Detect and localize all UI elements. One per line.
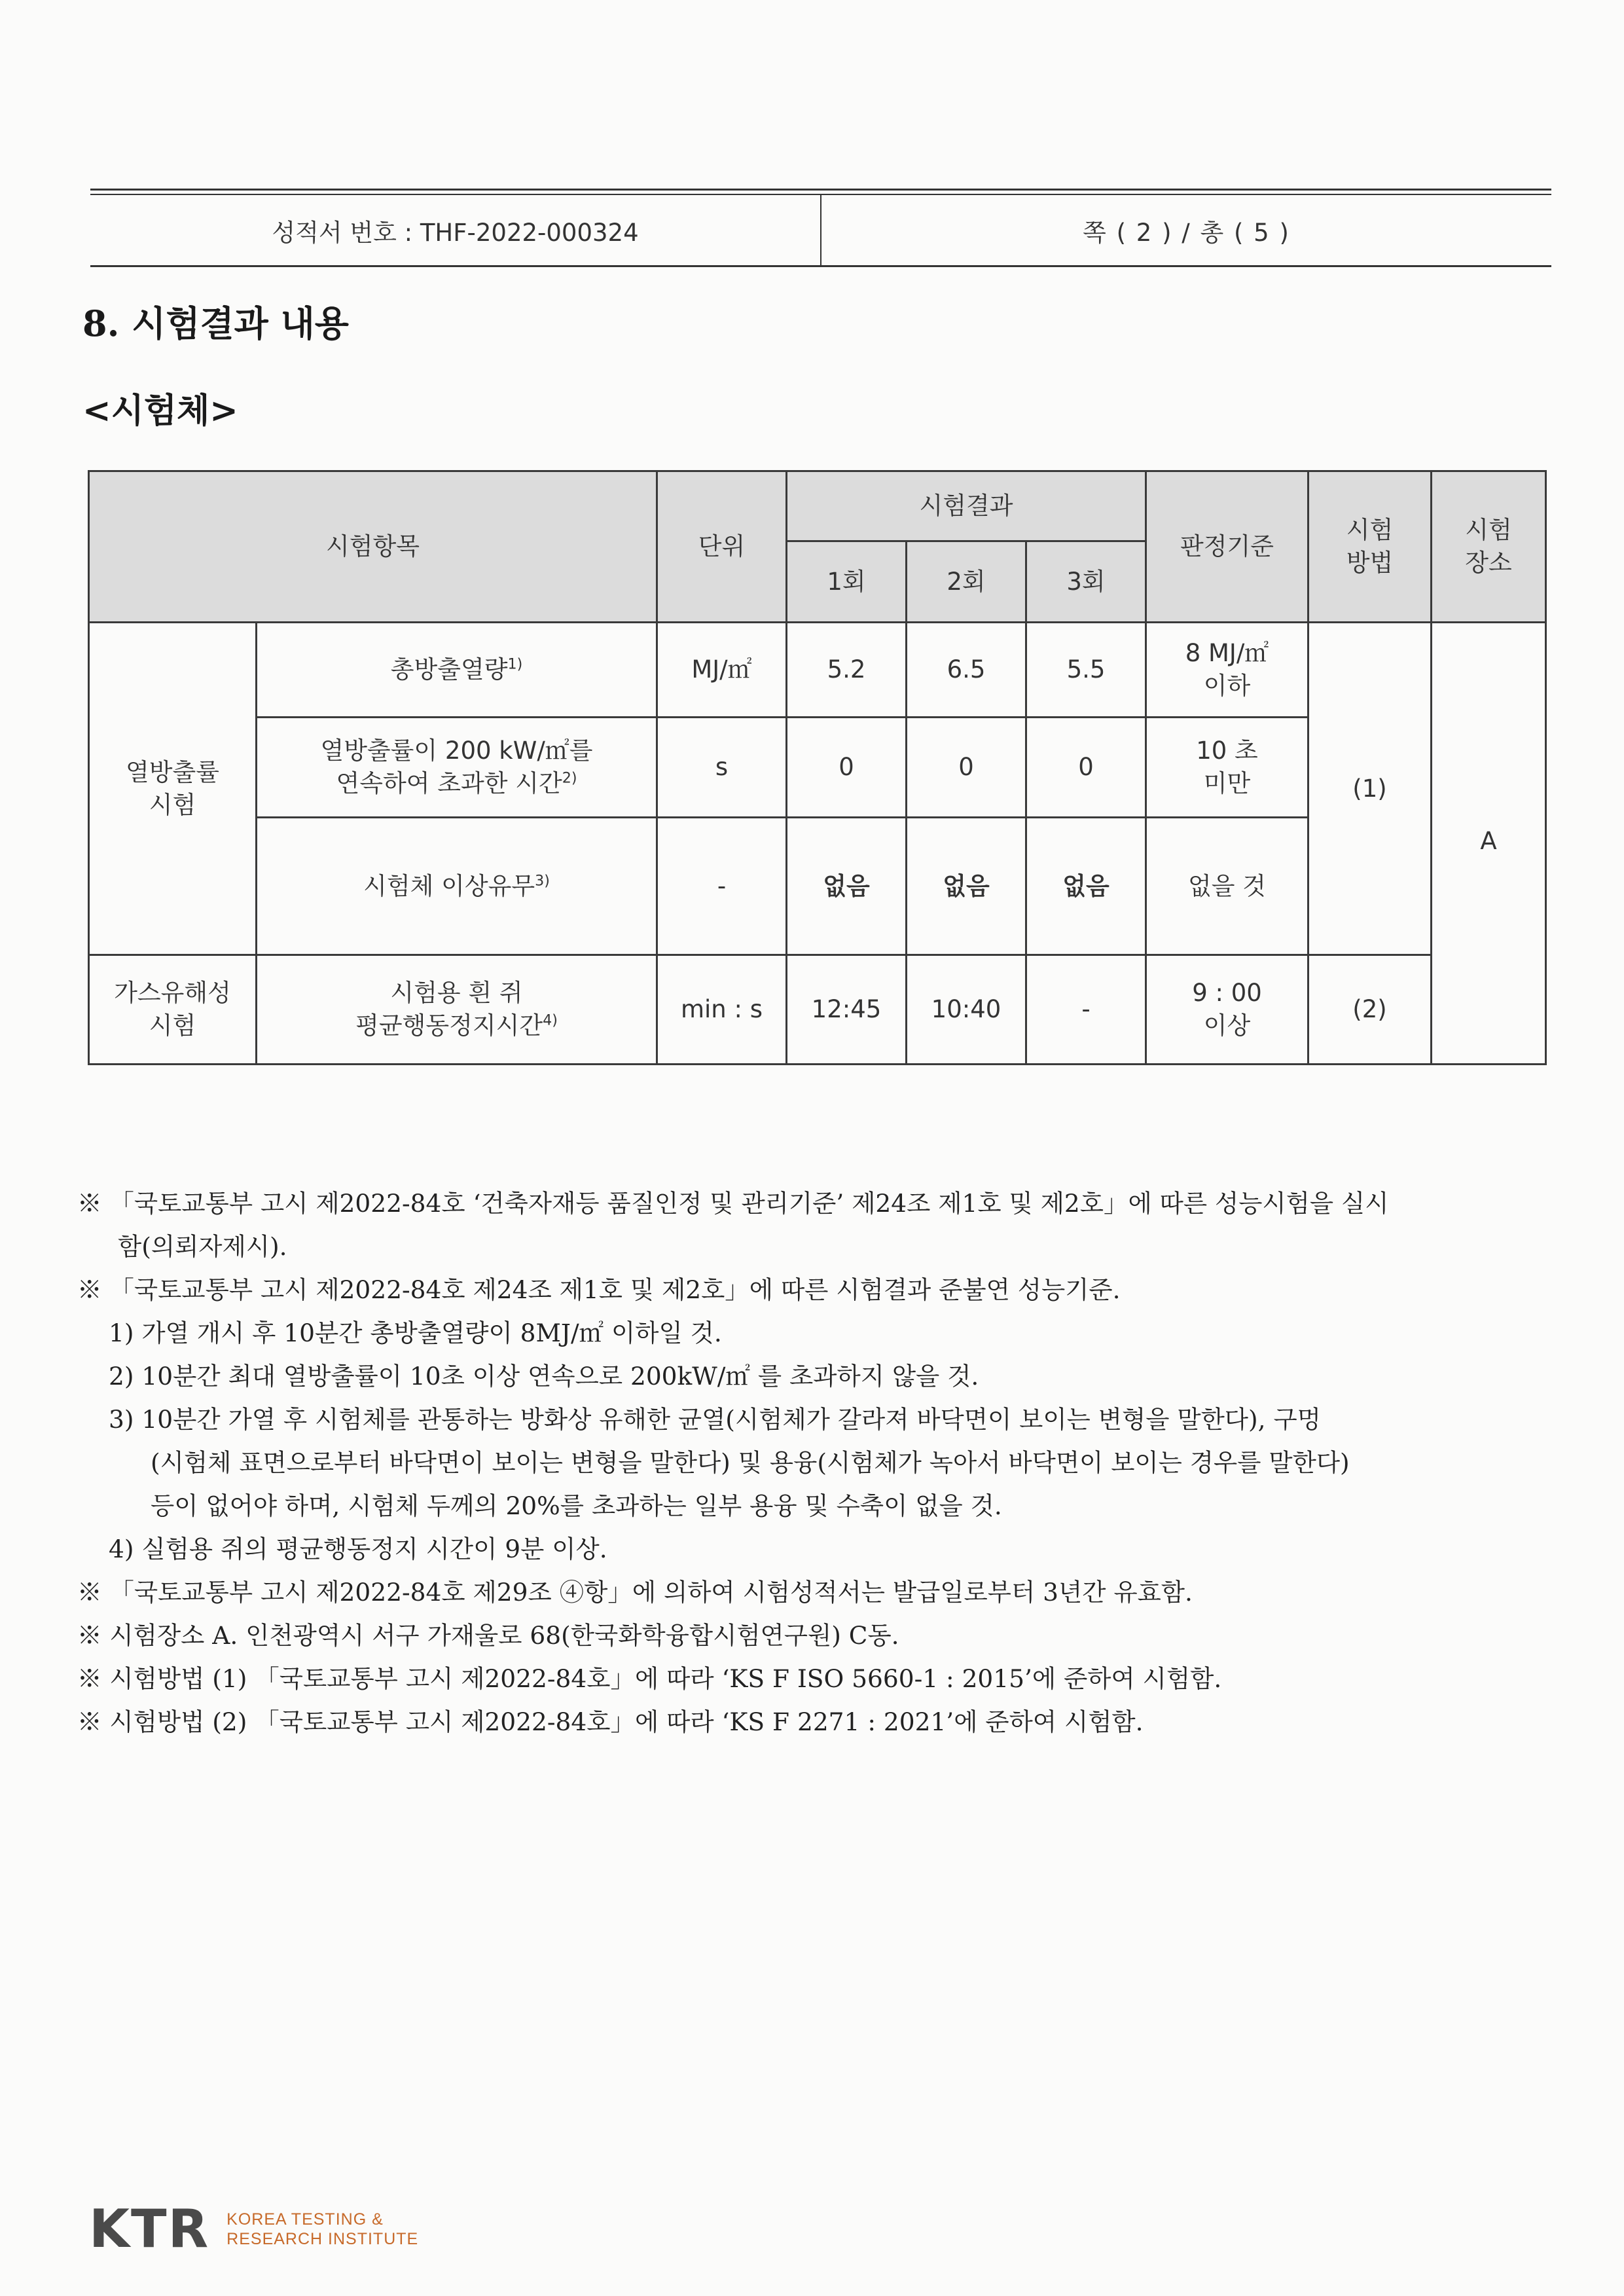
unit-cell: s xyxy=(657,718,787,818)
header-criteria: 판정기준 xyxy=(1146,471,1308,623)
header-run-3: 3회 xyxy=(1026,541,1146,623)
note-line: ※ 시험방법 (2) 「국토교통부 고시 제2022-84호」에 따라 ‘KS F 2271 : 2021’에 준하여 시험함. xyxy=(77,1707,1144,1736)
ktr-logo xyxy=(89,2198,419,2259)
criteria-cell: 8 MJ/㎡ 이하 xyxy=(1146,623,1308,718)
item-mouse-stop-time: 시험용 흰 쥐 평균행동정지시간$^{4)}$ xyxy=(257,955,657,1065)
item-total-heat: 총방출열량$^{1)}$ xyxy=(257,623,657,718)
header-result: 시험결과 xyxy=(787,471,1146,541)
result-cell: 5.5 xyxy=(1026,623,1146,718)
note-line: ※ 「국토교통부 고시 제2022-84호 ‘건축자재등 품질인정 및 관리기준’ 제24조 제1호 및 제2호」에 따른 성능시험을 실시 xyxy=(77,1189,1389,1218)
criteria-cell: 없을 것 xyxy=(1146,818,1308,955)
result-cell: - xyxy=(1026,955,1146,1065)
result-cell: 0 xyxy=(787,718,907,818)
table-row xyxy=(89,623,1546,718)
logo-line-1: KOREA TESTING & xyxy=(226,2210,384,2229)
item-heat-release-rate: 열방출률이 200 kW/㎡를 연속하여 초과한 시간$^{2)}$ xyxy=(257,718,657,818)
unit-cell: min : s xyxy=(657,955,787,1065)
group-gas-toxicity: 가스유해성 시험 xyxy=(89,955,257,1065)
page-indicator: 쪽 ( 2 ) / 총 ( 5 ) xyxy=(1083,218,1290,247)
unit-cell: MJ/㎡ xyxy=(657,623,787,718)
note-line: ※ 시험방법 (1) 「국토교통부 고시 제2022-84호」에 따라 ‘KS F ISO 5660-1 : 2015’에 준하여 시험함. xyxy=(77,1664,1222,1693)
note-line: ※ 「국토교통부 고시 제2022-84호 제29조 ④항」에 의하여 시험성적서는 발급일로부터 3년간 유효함. xyxy=(77,1578,1193,1607)
header-run-2: 2회 xyxy=(907,541,1026,623)
result-cell: 6.5 xyxy=(907,623,1026,718)
section-title: 8. 시험결과 내용 xyxy=(82,302,349,344)
report-number: 성적서 번호 : THF-2022-000324 xyxy=(272,218,639,247)
note-line: 2) 10분간 최대 열방출률이 10초 이상 연속으로 200kW/㎡ 를 초과하지 않을 것. xyxy=(109,1362,979,1391)
method-cell: (1) xyxy=(1308,623,1432,955)
result-cell: 없음 xyxy=(907,818,1026,955)
header-run-1: 1회 xyxy=(787,541,907,623)
result-cell: 10:40 xyxy=(907,955,1026,1065)
header-rule xyxy=(90,189,1551,191)
result-cell: 0 xyxy=(907,718,1026,818)
results-table xyxy=(88,470,1547,1065)
group-heat-release: 열방출률 시험 xyxy=(89,623,257,955)
logo-mark: KTR xyxy=(89,2198,210,2259)
header-method: 시험 방법 xyxy=(1308,471,1432,623)
subsection-title: <시험체> xyxy=(82,391,238,431)
note-line: 등이 없어야 하며, 시험체 두께의 20%를 초과하는 일부 용융 및 수축이 없을 것. xyxy=(151,1491,1002,1520)
report-header xyxy=(90,194,1551,267)
header-location: 시험 장소 xyxy=(1432,471,1546,623)
header-unit: 단위 xyxy=(657,471,787,623)
logo-text xyxy=(226,2210,418,2249)
result-cell: 없음 xyxy=(1026,818,1146,955)
note-line: 함(의뢰자제시). xyxy=(118,1232,287,1261)
note-line: (시험체 표면으로부터 바닥면이 보이는 변형을 말한다) 및 용융(시험체가 녹아서 바닥면이 보이는 경우를 말한다) xyxy=(151,1448,1350,1477)
item-specimen-condition: 시험체 이상유무$^{3)}$ xyxy=(257,818,657,955)
result-cell: 5.2 xyxy=(787,623,907,718)
header-item: 시험항목 xyxy=(89,471,657,623)
note-line: 1) 가열 개시 후 10분간 총방출열량이 8MJ/㎡ 이하일 것. xyxy=(109,1319,722,1347)
criteria-cell: 10 초 미만 xyxy=(1146,718,1308,818)
note-line: ※ 「국토교통부 고시 제2022-84호 제24조 제1호 및 제2호」에 따른 시험결과 준불연 성능기준. xyxy=(77,1275,1121,1304)
location-cell: A xyxy=(1432,623,1546,1065)
table-row xyxy=(89,955,1546,1065)
result-cell: 없음 xyxy=(787,818,907,955)
unit-cell: - xyxy=(657,818,787,955)
method-cell: (2) xyxy=(1308,955,1432,1065)
criteria-cell: 9 : 00 이상 xyxy=(1146,955,1308,1065)
note-line: 4) 실험용 쥐의 평균행동정지 시간이 9분 이상. xyxy=(109,1535,607,1563)
result-cell: 0 xyxy=(1026,718,1146,818)
result-cell: 12:45 xyxy=(787,955,907,1065)
logo-line-2: RESEARCH INSTITUTE xyxy=(226,2230,419,2248)
note-line: 3) 10분간 가열 후 시험체를 관통하는 방화상 유해한 균열(시험체가 갈라져 바닥면이 보이는 변형을 말한다), 구멍 xyxy=(109,1405,1321,1434)
note-line: ※ 시험장소 A. 인천광역시 서구 가재울로 68(한국화학융합시험연구원) C동. xyxy=(77,1621,899,1650)
